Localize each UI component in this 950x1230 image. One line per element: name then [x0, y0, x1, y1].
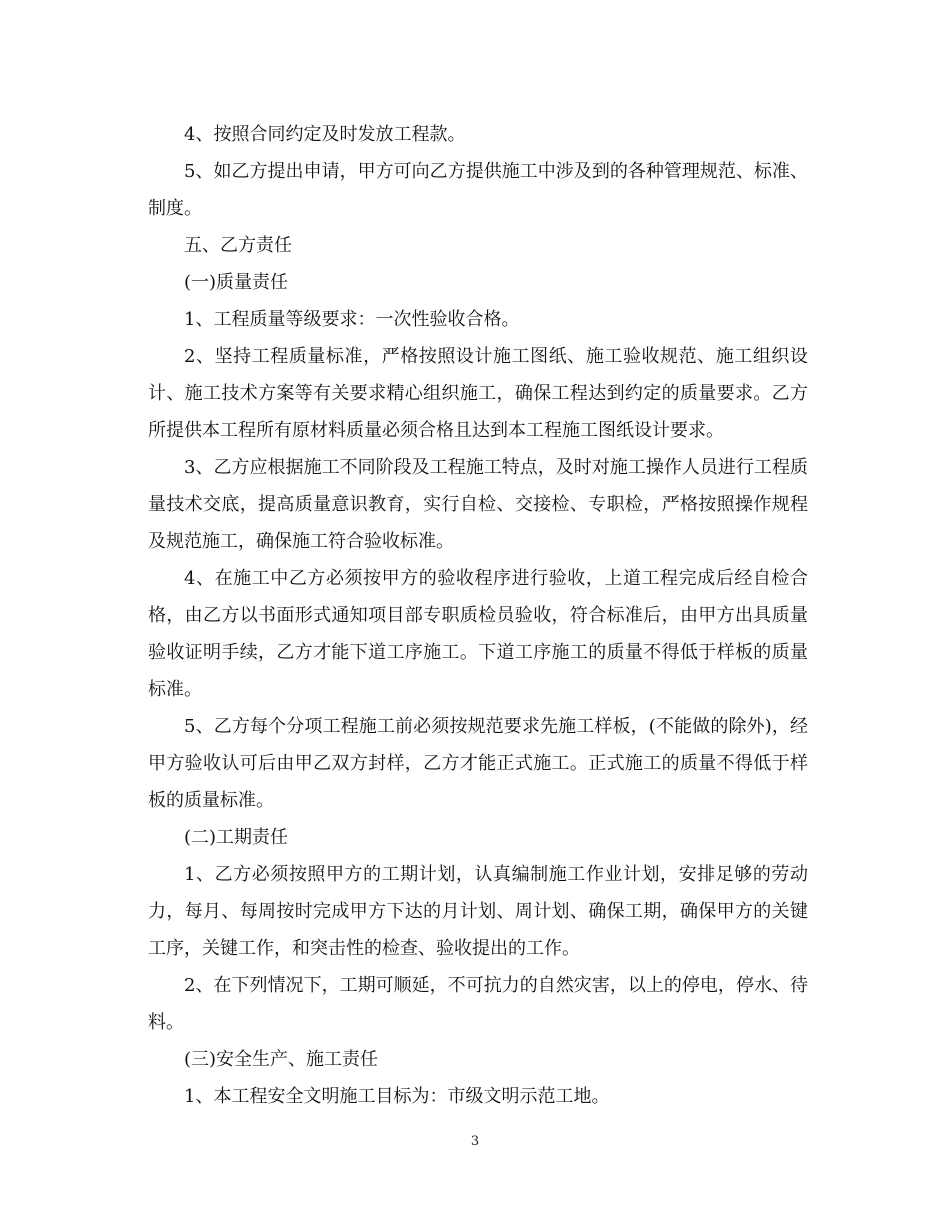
section-heading-contractor-responsibility: 五、乙方责任 — [184, 235, 292, 256]
subsection-heading-quality: (一)质量责任 — [184, 272, 289, 293]
subsection-heading-schedule: (二)工期责任 — [184, 827, 289, 848]
paragraph-quality-5: 5、乙方每个分项工程施工前必须按规范要求先施工样板，(不能做的除外)，经甲方验收认可后由甲乙双方封样，乙方才能正式施工。正式施工的质量不得低于样板的质量标准。 — [148, 716, 808, 811]
subsection-heading-safety: (三)安全生产、施工责任 — [184, 1049, 379, 1070]
paragraph-schedule-2: 2、在下列情况下，工期可顺延，不可抗力的自然灾害，以上的停电，停水、待料。 — [148, 975, 808, 1033]
paragraph-owner-duty-5: 5、如乙方提出申请，甲方可向乙方提供施工中涉及到的各种管理规范、标准、制度。 — [148, 161, 808, 219]
paragraph-quality-2: 2、坚持工程质量标准，严格按照设计施工图纸、施工验收规范、施工组织设计、施工技术方案等有关要求精心组织施工，确保工程达到约定的质量要求。乙方所提供本工程所有原材料质量必须合格且达到本工程施工图纸设计要求。 — [148, 346, 808, 441]
paragraph-quality-3: 3、乙方应根据施工不同阶段及工程施工特点，及时对施工操作人员进行工程质量技术交底，提高质量意识教育，实行自检、交接检、专职检，严格按照操作规程及规范施工，确保施工符合验收标准。 — [148, 457, 808, 552]
paragraph-safety-1: 1、本工程安全文明施工目标为：市级文明示范工地。 — [184, 1086, 610, 1107]
document-body — [148, 116, 808, 1115]
paragraph-owner-duty-4: 4、按照合同约定及时发放工程款。 — [184, 124, 466, 145]
paragraph-quality-1: 1、工程质量等级要求：一次性验收合格。 — [184, 309, 520, 330]
paragraph-quality-4: 4、在施工中乙方必须按甲方的验收程序进行验收，上道工程完成后经自检合格，由乙方以书面形式通知项目部专职质检员验收，符合标准后，由甲方出具质量验收证明手续，乙方才能下道工序施工。下道工序施工的质量不得低于样板的质量标准。 — [148, 568, 808, 700]
paragraph-schedule-1: 1、乙方必须按照甲方的工期计划，认真编制施工作业计划，安排足够的劳动力，每月、每周按时完成甲方下达的月计划、周计划、确保工期，确保甲方的关键工序，关键工作，和突击性的检查、验收提出的工作。 — [148, 864, 808, 959]
page-number: 3 — [470, 1134, 480, 1149]
